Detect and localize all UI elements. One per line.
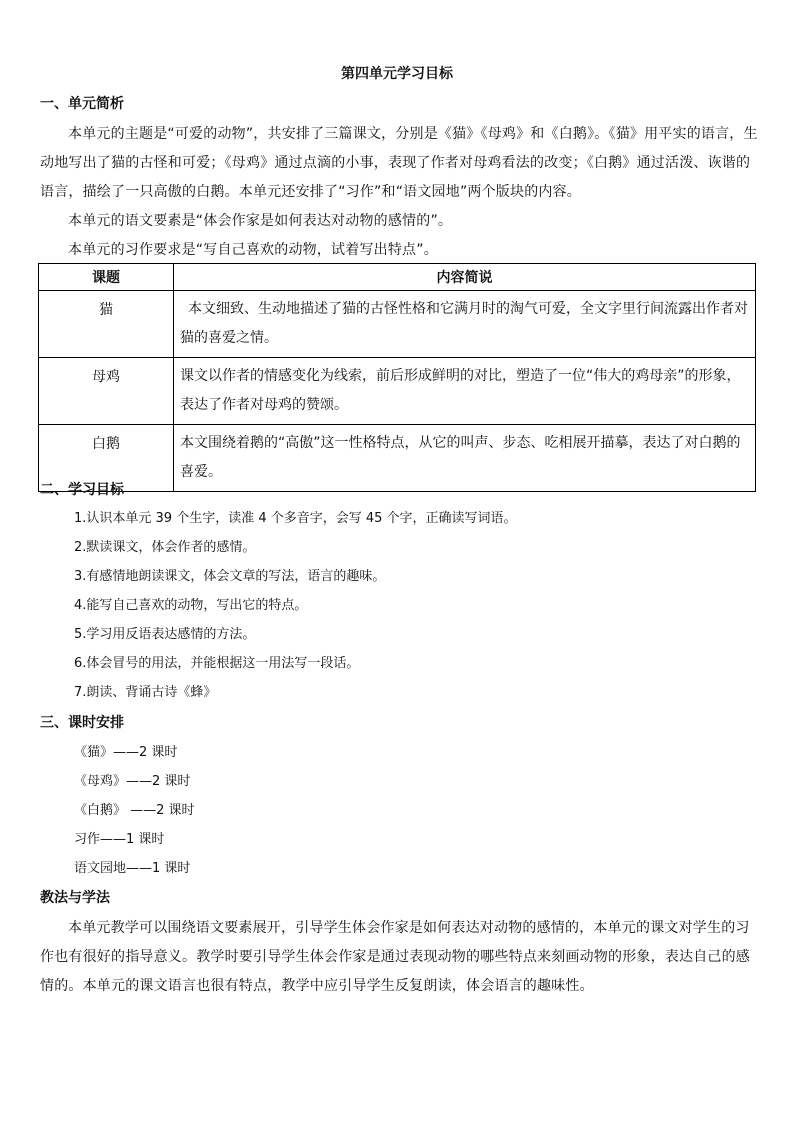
section-heading-methods: 教法与学法	[40, 890, 110, 906]
learning-goal-item: 5.学习用反语表达感情的方法。	[74, 627, 256, 642]
schedule-item: 《母鸡》——2 课时	[74, 774, 191, 789]
table-row	[39, 425, 756, 492]
learning-goal-item: 3.有感情地朗读课文，体会文章的写法，语言的趣味。	[74, 569, 386, 584]
table-cell-lesson-title: 白鹅	[39, 425, 174, 492]
section-heading-learning-goals: 二、学习目标	[40, 482, 124, 498]
methods-paragraph: 本单元教学可以围绕语文要素展开，引导学生体会作家是如何表达对动物的感情的，本单元的课文对学生的习作也有很好的指导意义。教学时要引导学生体会作家是通过表现动物的哪些特点来刻画动物的形象，表达自己的感情的。本单元的课文语言也很有特点，教学中应引导学生反复朗读，体会语言的趣味性。	[40, 920, 750, 994]
document-title: 第四单元学习目标	[341, 66, 453, 82]
section-heading-schedule: 三、课时安排	[40, 715, 124, 731]
table-header-row	[39, 264, 756, 291]
schedule-item: 《白鹅》 ——2 课时	[74, 803, 195, 818]
table-row	[39, 358, 756, 425]
table-cell-lesson-summary: 本文细致、生动地描述了猫的古怪性格和它满月时的淘气可爱，全文字里行间流露出作者对猫的喜爱之情。	[174, 291, 756, 358]
schedule-item: 语文园地——1 课时	[74, 861, 191, 876]
table-header-title: 课题	[39, 264, 174, 291]
table-header-summary: 内容简说	[174, 264, 756, 291]
writing-requirement-paragraph: 本单元的习作要求是“写自己喜欢的动物，试着写出特点”。	[68, 242, 438, 258]
schedule-item: 习作——1 课时	[74, 832, 165, 847]
language-element-paragraph: 本单元的语文要素是“体会作家是如何表达对动物的感情的”。	[68, 213, 453, 229]
learning-goal-item: 6.体会冒号的用法，并能根据这一用法写一段话。	[74, 656, 360, 671]
learning-goal-item: 2.默读课文，体会作者的感情。	[74, 540, 256, 555]
lesson-overview-table	[38, 263, 756, 492]
learning-goal-item: 7.朗读、背诵古诗《蜂》	[74, 685, 217, 700]
table-cell-lesson-summary: 课文以作者的情感变化为线索，前后形成鲜明的对比，塑造了一位“伟大的鸡母亲”的形象，表达了作者对母鸡的赞颂。	[174, 358, 756, 425]
schedule-item: 《猫》——2 课时	[74, 745, 178, 760]
table-cell-lesson-title: 母鸡	[39, 358, 174, 425]
table-cell-lesson-summary: 本文围绕着鹅的“高傲”这一性格特点，从它的叫声、步态、吃相展开描摹，表达了对白鹅的喜爱。	[174, 425, 756, 492]
learning-goal-item: 1.认识本单元 39 个生字，读准 4 个多音字，会写 45 个字，正确读写词语。	[74, 511, 517, 526]
learning-goal-item: 4.能写自己喜欢的动物，写出它的特点。	[74, 598, 308, 613]
section-heading-unit-analysis: 一、单元简析	[40, 96, 124, 112]
unit-analysis-paragraph: 本单元的主题是“可爱的动物”，共安排了三篇课文，分别是《猫》《母鸡》和《白鹅》。《猫》用平实的语言，生动地写出了猫的古怪和可爱；《母鸡》通过点滴的小事，表现了作者对母鸡看法的改变；《白鹅》通过活泼、诙谐的语言，描绘了一只高傲的白鹅。本单元还安排了“习作”和“语文园地”两个版块的内容。	[40, 126, 758, 200]
table-row	[39, 291, 756, 358]
table-cell-lesson-title: 猫	[39, 291, 174, 358]
